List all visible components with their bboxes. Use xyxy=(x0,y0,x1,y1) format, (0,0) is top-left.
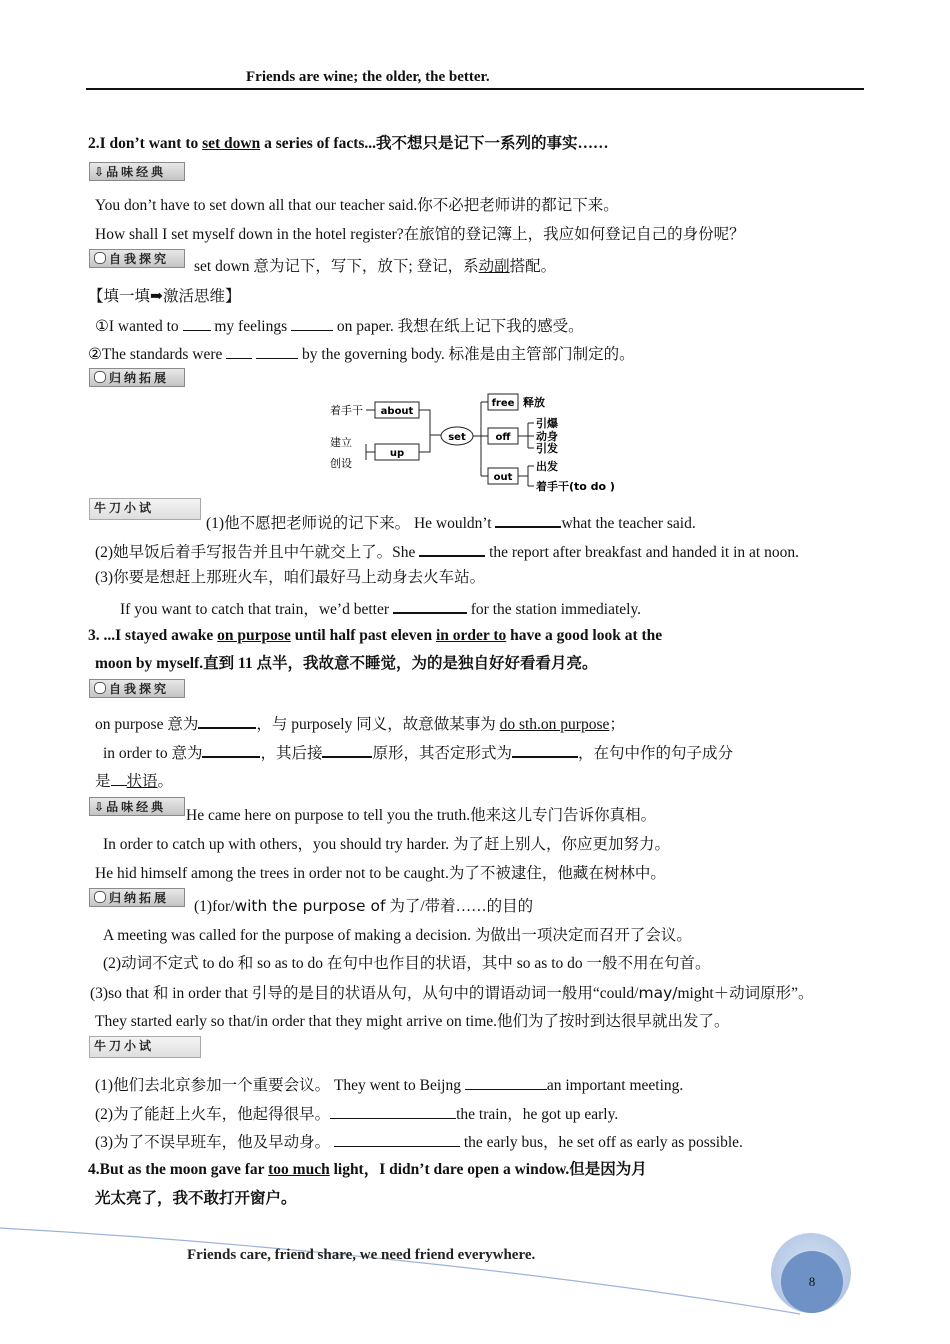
answer-blank[interactable] xyxy=(202,741,260,758)
badge-classic: ⇩ 品味经典 xyxy=(89,797,185,816)
header-rule xyxy=(86,88,864,90)
page-number: 8 xyxy=(808,1274,816,1289)
try-item-3-en: If you want to catch that train，we’d better for the station immediately. xyxy=(120,597,641,620)
diagram-label: free xyxy=(491,398,515,409)
try-item-1: (1)他不愿把老师说的记下来。 He wouldn’t what the teacher said. xyxy=(206,511,696,534)
answer-blank[interactable] xyxy=(393,597,467,614)
example-sentence: He hid himself among the trees in order not to be caught.为了不被逮住，他藏在树林中。 xyxy=(95,865,666,882)
bullet-icon xyxy=(94,371,106,383)
section-2-title: 2.I don’t want to set down a series of facts...我不想只是记下一系列的事实…… xyxy=(88,135,609,152)
example-sentence: How shall I set myself down in the hotel register?在旅馆的登记簿上，我应如何登记自己的身份呢？ xyxy=(95,226,745,243)
bullet-icon xyxy=(94,891,106,903)
try-item-3: (3)你要是想赶上那班火车，咱们最好马上动身去火车站。 xyxy=(95,569,486,586)
badge-summary: 归纳拓展 xyxy=(89,888,185,907)
diagram-label: set xyxy=(448,432,466,443)
diagram-label: 动身 xyxy=(536,430,558,443)
footer-motto: Friends care, friend share, we need friend everywhere. xyxy=(187,1247,536,1263)
bullet-icon xyxy=(94,252,106,264)
diagram-label: 释放 xyxy=(523,396,545,409)
badge-explore: 自我探究 xyxy=(89,249,185,268)
answer-blank[interactable] xyxy=(291,315,333,331)
practice-item-3: (3)为了不误早班车，他及早动身。 the early bus，he set off as early as possible. xyxy=(95,1131,743,1153)
diagram-label: out xyxy=(493,472,513,483)
diagram-label: 创设 xyxy=(330,457,352,470)
badge-explore: 自我探究 xyxy=(89,679,185,698)
explore-line-2: in order to 意为 ，其后接 原形，其否定形式为 ，在句中作的句子成分 xyxy=(103,741,733,764)
fill-title: 【填一填➡激活思维】 xyxy=(88,288,241,305)
down-arrow-icon: ⇩ xyxy=(94,800,105,814)
practice-item-1: (1)他们去北京参加一个重要会议。 They went to Beijng an important meeting. xyxy=(95,1074,683,1096)
answer-blank[interactable] xyxy=(330,1103,456,1119)
diagram-label: 出发 xyxy=(536,460,558,473)
diagram-label: 着手干 xyxy=(330,404,363,417)
example-sentence: In order to catch up with others，you should try harder. 为了赶上别人，你应更加努力。 xyxy=(103,836,670,853)
section-4-title-line2: 光太亮了，我不敢打开窗户。 xyxy=(95,1190,297,1207)
answer-blank[interactable] xyxy=(183,315,211,331)
diagram-label: 建立 xyxy=(330,436,352,449)
summary-line-1: (1)for/with the purpose of 为了/带着……的目的 xyxy=(194,897,534,915)
diagram-label: 引爆 xyxy=(536,417,558,430)
section-3-title-line2: moon by myself.直到 11 点半，我故意不睡觉，为的是独自好好看看月亮。 xyxy=(95,655,598,672)
answer-blank[interactable] xyxy=(495,511,561,528)
answer-blank[interactable] xyxy=(322,741,372,758)
answer-blank[interactable] xyxy=(198,712,256,729)
explore-line-3: 是 状语。 xyxy=(95,770,173,792)
example-sentence: He came here on purpose to tell you the truth.他来这儿专门告诉你真相。 xyxy=(186,807,657,824)
bullet-icon xyxy=(94,682,106,694)
summary-line-3: (2)动词不定式 to do 和 so as to do 在句中也作目的状语，其中 so as to do 一般不用在句首。 xyxy=(103,955,711,972)
answer-blank[interactable] xyxy=(419,540,485,557)
summary-line-4: (3)so that 和 in order that 引导的是目的状语从句，从句中的谓语动词一般用“could/may/might＋动词原形”。 xyxy=(90,984,814,1002)
answer-blank[interactable] xyxy=(465,1074,547,1090)
answer-blank[interactable] xyxy=(256,343,298,359)
example-sentence: You don’t have to set down all that our teacher said.你不必把老师讲的都记下来。 xyxy=(95,197,619,214)
summary-line-2: A meeting was called for the purpose of making a decision. 为做出一项决定而召开了会议。 xyxy=(103,927,692,944)
fill-item-1: ①I wanted to my feelings on paper. 我想在纸上记下我的感受。 xyxy=(95,315,584,337)
answer-blank[interactable] xyxy=(226,343,252,359)
diagram-label: up xyxy=(389,448,405,459)
diagram-label: about xyxy=(380,406,414,417)
answer-blank[interactable] xyxy=(512,741,578,758)
answer-blank[interactable] xyxy=(111,770,127,786)
badge-classic: ⇩ 品味经典 xyxy=(89,162,185,181)
answer-blank[interactable] xyxy=(334,1131,460,1147)
set-phrase-diagram xyxy=(320,388,640,498)
badge-try: 牛刀小试 xyxy=(89,498,201,520)
section-3-title: 3. ...I stayed awake on purpose until half past eleven in order to have a good look at the xyxy=(88,627,663,644)
diagram-label: 引发 xyxy=(536,442,558,455)
summary-line-5: They started early so that/in order that they might arrive on time.他们为了按时到达很早就出发了。 xyxy=(95,1013,730,1030)
diagram-label: off xyxy=(495,432,511,443)
section-4-title: 4.But as the moon gave far too much light，I didn’t dare open a window.但是因为月 xyxy=(88,1161,647,1178)
fill-item-2: ②The standards were by the governing body. 标准是由主管部门制定的。 xyxy=(88,343,635,365)
practice-item-2: (2)为了能赶上火车，他起得很早。 the train，he got up early. xyxy=(95,1103,618,1125)
explore-line-1: on purpose 意为 ，与 purposely 同义，故意做某事为 do sth.on purpose； xyxy=(95,712,625,735)
badge-try: 牛刀小试 xyxy=(89,1036,201,1058)
header-motto: Friends are wine; the older, the better. xyxy=(246,69,490,85)
badge-summary: 归纳拓展 xyxy=(89,368,185,387)
down-arrow-icon: ⇩ xyxy=(94,165,105,179)
explore-text: set down 意为记下，写下，放下; 登记，系动副搭配。 xyxy=(194,258,557,275)
diagram-label: 着手干(to do ) xyxy=(536,480,615,493)
try-item-2: (2)她早饭后着手写报告并且中午就交上了。She the report after breakfast and handed it in at noon. xyxy=(95,540,799,563)
